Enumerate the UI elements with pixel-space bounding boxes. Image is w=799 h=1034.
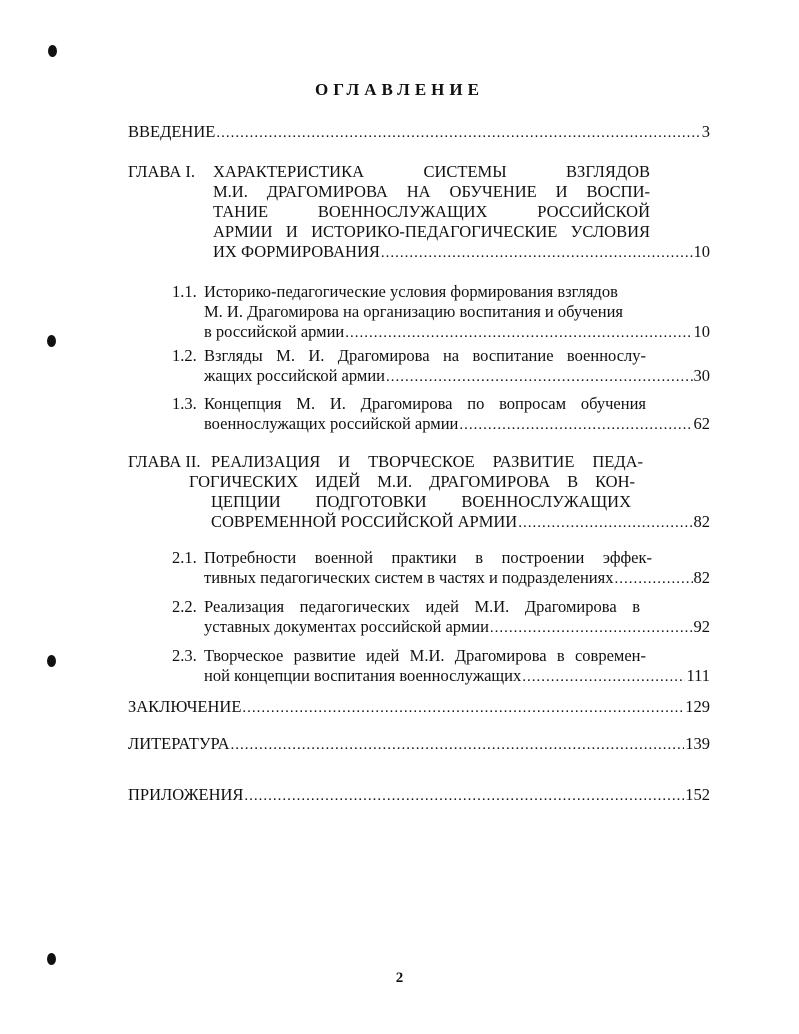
section-number: 2.3. <box>172 646 197 665</box>
page-number: 2 <box>395 970 404 986</box>
section-title-line: Концепция М. И. Драгомирова по вопросам обучения <box>204 394 646 413</box>
dot-leader <box>614 568 692 589</box>
section-number: 2.1. <box>172 548 197 567</box>
section-title-line: М. И. Драгомирова на организацию воспитания и обучения <box>204 302 624 321</box>
section-number: 1.2. <box>172 346 197 365</box>
chapter-prefix: ГЛАВА I. <box>128 162 196 181</box>
entry-label: ПРИЛОЖЕНИЯ <box>128 785 244 804</box>
dot-leader <box>242 697 684 718</box>
dot-leader <box>244 785 684 806</box>
dot-leader <box>216 122 700 143</box>
chapter-prefix: ГЛАВА II. <box>128 452 201 471</box>
chapter-title-line: ГОГИЧЕСКИХ ИДЕЙ М.И. ДРАГОМИРОВА В КОН- <box>189 472 635 491</box>
dot-leader <box>381 242 693 263</box>
dot-leader <box>345 322 692 343</box>
dot-leader <box>386 366 693 387</box>
section-number: 1.3. <box>172 394 197 413</box>
dot-leader <box>518 512 692 533</box>
chapter-title-line: М.И. ДРАГОМИРОВА НА ОБУЧЕНИЕ И ВОСПИ- <box>213 182 650 201</box>
page-ref: 10 <box>693 242 710 261</box>
section-title-line: уставных документах российской армии <box>204 617 489 636</box>
toc-entry-introduction[interactable] <box>128 122 710 143</box>
page-ref: 92 <box>693 617 710 636</box>
binding-hole-mark <box>48 45 57 57</box>
dot-leader <box>459 414 692 435</box>
section-number: 1.1. <box>172 282 197 301</box>
page-ref: 152 <box>685 785 710 804</box>
chapter-title-line: РЕАЛИЗАЦИЯ И ТВОРЧЕСКОЕ РАЗВИТИЕ ПЕДА- <box>211 452 643 471</box>
entry-label: ЛИТЕРАТУРА <box>128 734 230 753</box>
entry-label: ЗАКЛЮЧЕНИЕ <box>128 697 242 716</box>
page-ref: 10 <box>693 322 710 341</box>
toc-entry-appendices[interactable] <box>128 785 710 806</box>
section-title-line: военнослужащих российской армии <box>204 414 459 433</box>
page-ref: 139 <box>685 734 710 753</box>
dot-leader <box>522 666 685 687</box>
chapter-title-line: ИХ ФОРМИРОВАНИЯ <box>213 242 380 261</box>
page-ref: 3 <box>701 122 710 141</box>
chapter-title-line: АРМИИ И ИСТОРИКО-ПЕДАГОГИЧЕСКИЕ УСЛОВИЯ <box>213 222 650 241</box>
section-title-line: Творческое развитие идей М.И. Драгомирова в современ- <box>204 646 646 665</box>
section-title-line: ной концепции воспитания военнослужащих <box>204 666 522 685</box>
section-title-line: Историко-педагогические условия формирования взглядов <box>204 282 618 301</box>
page-title: ОГЛАВЛЕНИЕ <box>315 80 484 99</box>
section-number: 2.2. <box>172 597 197 616</box>
section-title-line: Потребности военной практики в построении эффек- <box>204 548 652 567</box>
section-title-line: Реализация педагогических идей М.И. Драгомирова в <box>204 597 640 616</box>
chapter-title-line: ТАНИЕ ВОЕННОСЛУЖАЩИХ РОССИЙСКОЙ <box>213 202 650 221</box>
page-ref: 82 <box>693 568 710 587</box>
page-ref: 129 <box>685 697 710 716</box>
page-ref: 82 <box>693 512 710 531</box>
chapter-title-line: ХАРАКТЕРИСТИКА СИСТЕМЫ ВЗГЛЯДОВ <box>213 162 650 181</box>
page-ref: 111 <box>686 666 710 685</box>
binding-hole-mark <box>47 953 56 965</box>
binding-hole-mark <box>47 335 56 347</box>
page-ref: 30 <box>693 366 710 385</box>
dot-leader <box>490 617 693 638</box>
toc-entry-literature[interactable] <box>128 734 710 755</box>
section-title-line: Взгляды М. И. Драгомирова на воспитание военнослу- <box>204 346 646 365</box>
dot-leader <box>231 734 685 755</box>
section-title-line: в российской армии <box>204 322 345 341</box>
entry-label: ВВЕДЕНИЕ <box>128 122 216 141</box>
page-ref: 62 <box>693 414 710 433</box>
section-title-line: жащих российской армии <box>204 366 385 385</box>
chapter-title-line: ЦЕПЦИИ ПОДГОТОВКИ ВОЕННОСЛУЖАЩИХ <box>211 492 631 511</box>
chapter-title-line: СОВРЕМЕННОЙ РОССИЙСКОЙ АРМИИ <box>211 512 518 531</box>
section-title-line: тивных педагогических систем в частях и подразделениях <box>204 568 614 587</box>
binding-hole-mark <box>47 655 56 667</box>
toc-entry-conclusion[interactable] <box>128 697 710 718</box>
